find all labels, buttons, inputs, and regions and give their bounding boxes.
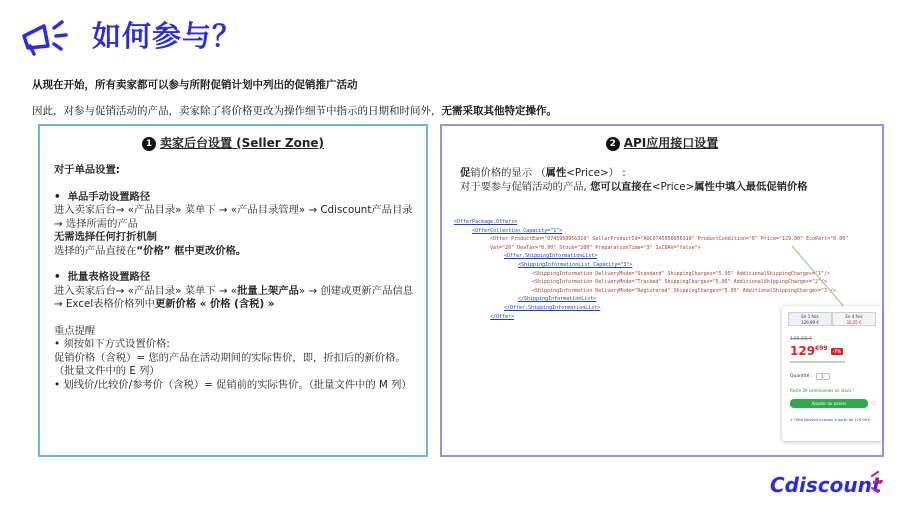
svg-text:Cdiscount: Cdiscount — [770, 473, 882, 497]
heart-icon[interactable]: ♡ — [871, 401, 877, 408]
seller-zone-panel — [38, 124, 428, 457]
megaphone-icon — [20, 16, 72, 56]
page-title: 如何参与？ — [92, 19, 243, 53]
quantity-select[interactable]: 1 — [816, 373, 830, 380]
api-content: 促销价格的显示 （属性<Price>） : 对于要参与促销活动的产品, 您可以直接在<Price>属性中填入最低促销价格 — [460, 167, 808, 193]
payment-tab-once[interactable]: En 1 fois 129,99 € — [788, 312, 832, 326]
quantity-label: Quantité : — [790, 374, 813, 379]
step-number-2: 2 — [606, 137, 620, 151]
product-page-preview — [782, 306, 882, 441]
api-panel — [440, 124, 884, 457]
api-heading: 2 API应用接口设置 — [442, 134, 882, 151]
step-number-1: 1 — [142, 137, 156, 151]
seller-zone-content: 对于单品设置: • 单品手动设置路径 进入卖家后台→ «产品目录» 菜单下 → «产品目录管理» → Cdiscount产品目录 → 选择所需的产品 无需选择任何打折机制 选择的产品直接在“价格” 框中更改价格。 • 批量表格设置路径 进入卖家后台→ «产品目录» 菜单下 → «批量上架产品» → 创建或更新产品信息 → Excel表格价格列中更新价格 « 价格 (含税) » 重点提醒 • 须按如下方式设置价格: 促销价格（含税）= 您的产品在活动期间的实际售价，即，折扣后的新价格。（批量文件中的 E 列） • 划线价/比较价/参考价（含税）= 促销前的实际售价。（批量文件中的 M 列） — [54, 164, 414, 391]
stock-status: Reste 39 commandes en stock ! — [790, 388, 855, 393]
cdiscount-logo — [768, 466, 888, 500]
payment-tab-installments[interactable]: En 4 fois 32,25 € — [832, 312, 876, 326]
discount-badge: -7% — [832, 349, 842, 354]
intro-line-1: 从现在开始，所有卖家都可以参与所附促销计划中列出的促销推广活动 — [32, 79, 358, 91]
xml-code-sample: <OfferPackage.Offers> <OfferCollection Capacity="1"> <Offer ProductEan="0745950956310" SellerProductId="AUC0745950956310" ProductCondition="6" Price="129.00" EcoPart="0.00" Vat="20" DeaTax="0.00" Stock="200" PreparationTime="3" IsCDAV="false"> <Offer.ShippingInformationList> <ShippingInformationList Capacity="3"> <ShippingInformation DeliveryMode="Standard" ShippingCharges="5.95" AdditionalShippingCharges="1"/> <ShippingInformation DeliveryMode="Tracked" ShippingCharges="5.95" AdditionalShippingCharges="2"/> <ShippingInformation DeliveryMode="Registered" ShippingCharges="5.95" AdditionalShippingCharges="3"/> </ShippingInformationList> </Offer.ShippingInformationList> </Offer> — [454, 219, 849, 320]
other-offers-link[interactable]: + Offre Neuve/Occasion à partir de 129,99 € — [790, 418, 871, 422]
promo-price: $129^{€99}$ -7% — [790, 344, 842, 358]
intro-line-2: 因此，对参与促销活动的产品，卖家除了将价格更改为操作细节中指示的日期和时间外，无需采取其他特定操作。 — [32, 105, 557, 117]
old-price: 139,99 € — [790, 336, 813, 342]
divider — [790, 361, 845, 363]
add-to-cart-button[interactable]: Ajouter au panier — [790, 399, 868, 408]
seller-zone-heading: 1 卖家后台设置 (Seller Zone) — [40, 134, 426, 151]
